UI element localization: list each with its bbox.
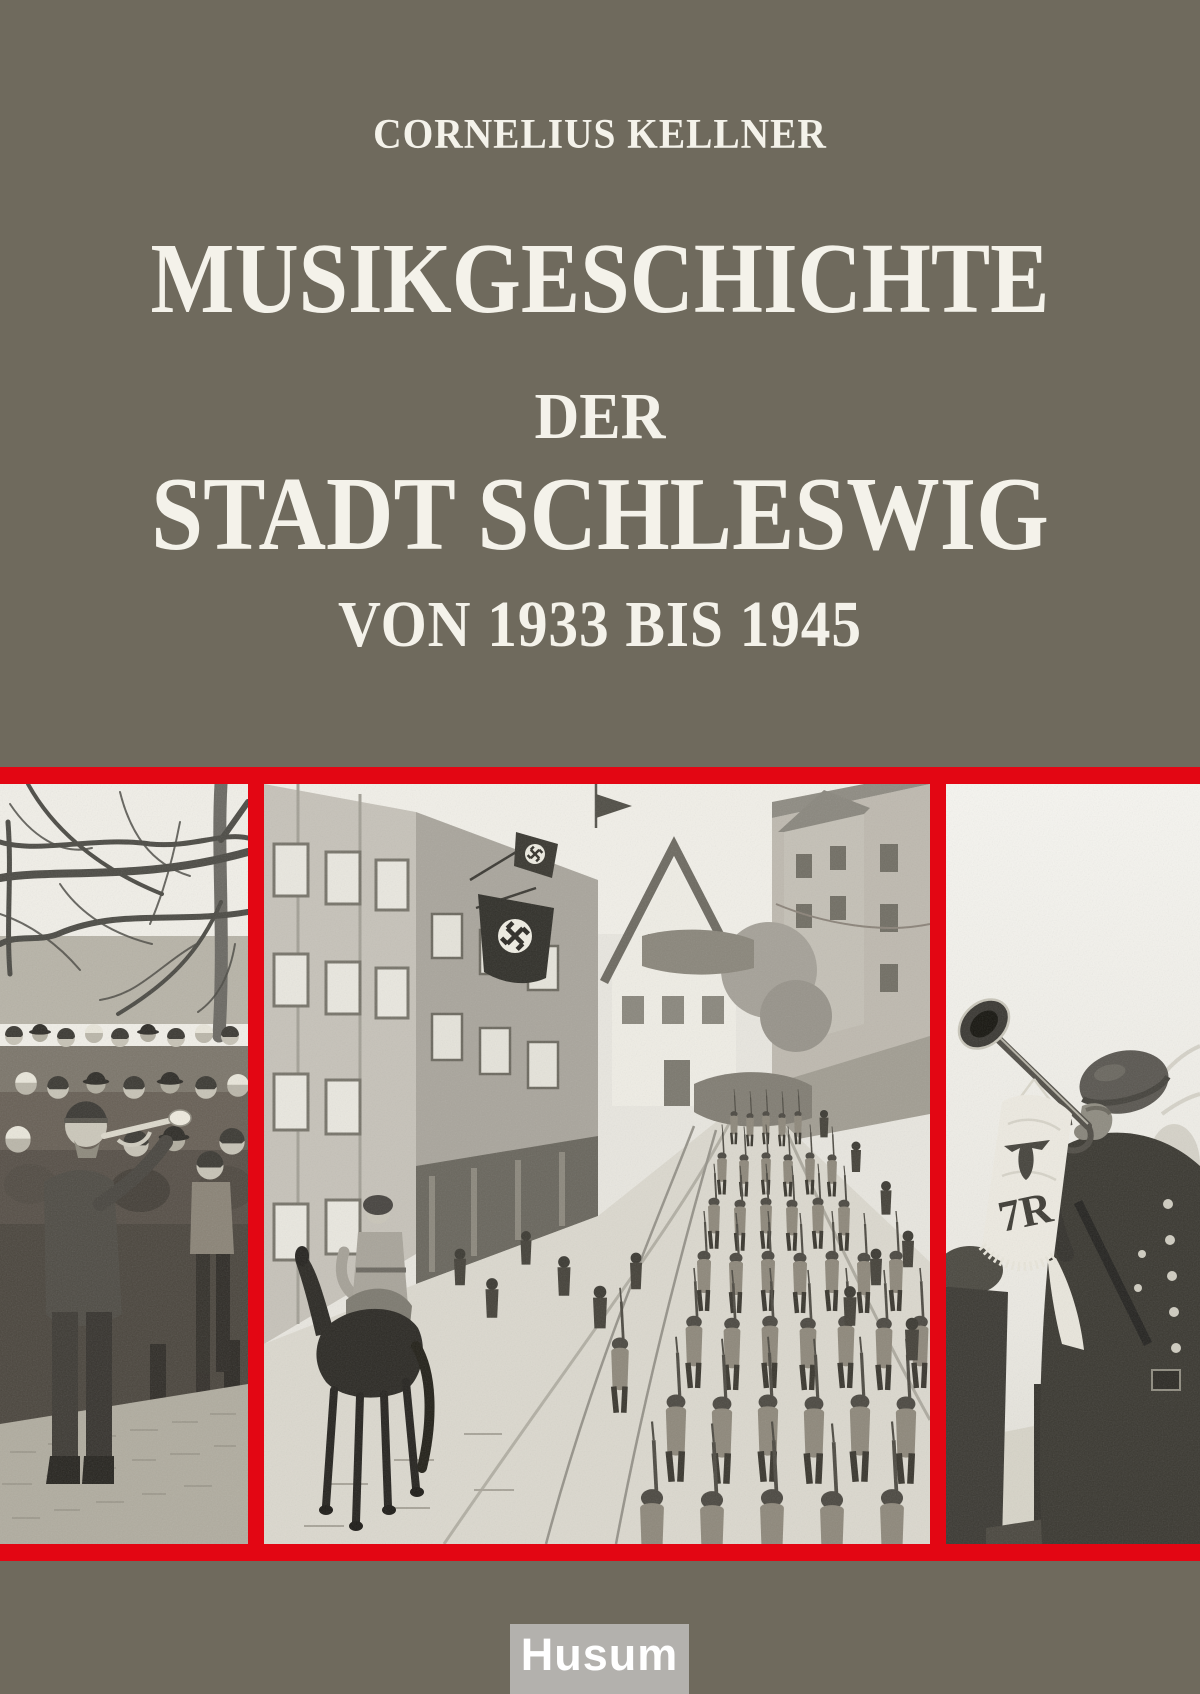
title-line-3: STADT SCHLESWIG: [151, 455, 1049, 572]
red-divider: [930, 784, 946, 1544]
photo-marching-column: [264, 784, 930, 1544]
red-divider: [248, 784, 264, 1544]
publisher-name: Husum: [520, 1629, 679, 1680]
film-grain: [946, 784, 1200, 1544]
title-line-1: MUSIKGESCHICHTE: [150, 222, 1050, 334]
film-grain: [0, 784, 248, 1544]
subtitle: VON 1933 BIS 1945: [337, 588, 863, 661]
film-grain: [264, 784, 930, 1544]
photo-crowd-trumpeter: [0, 784, 248, 1544]
title-line-2: DER: [534, 380, 666, 453]
author-name: CORNELIUS KELLNER: [373, 112, 827, 158]
photo-strip: [0, 767, 1200, 1561]
photo-bugler-banner: [946, 784, 1200, 1544]
publisher-logo: [510, 1624, 689, 1694]
